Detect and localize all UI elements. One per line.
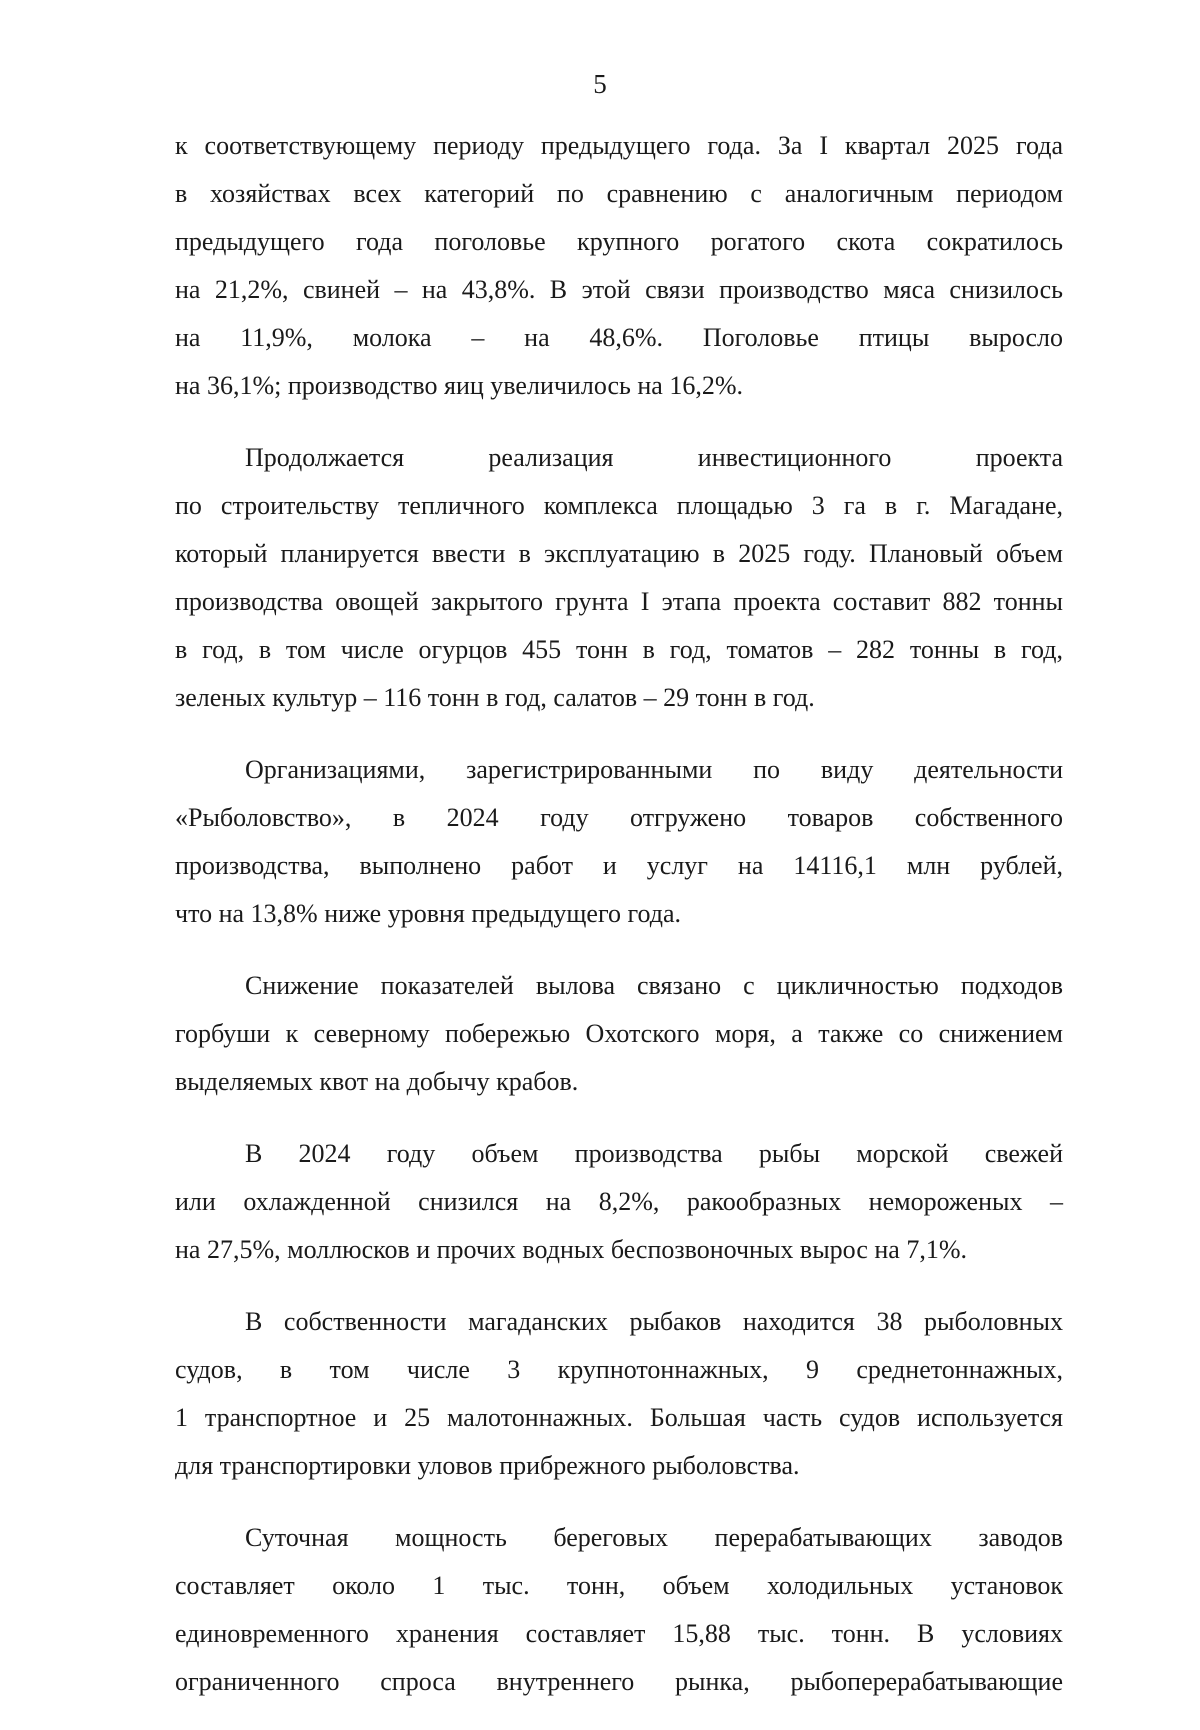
text-line: на 36,1%; производство яиц увеличилось на 16,2%. — [175, 371, 743, 400]
text-line: по строительству тепличного комплекса площадью 3 га в г. Магадане, — [175, 491, 1063, 520]
text-line: производства, выполнено работ и услуг на 14116,1 млн рублей, — [175, 851, 1063, 880]
text-line: предыдущего года поголовье крупного рогатого скота сократилось — [175, 227, 1063, 256]
text-line: судов, в том числе 3 крупнотоннажных, 9 среднетоннажных, — [175, 1355, 1063, 1384]
text-line: что на 13,8% ниже уровня предыдущего года. — [175, 899, 681, 928]
text-line: ограниченного спроса внутреннего рынка, рыбоперерабатывающие — [175, 1667, 1063, 1696]
text-line: В 2024 году объем производства рыбы морской свежей — [245, 1139, 1063, 1168]
paragraph — [175, 1514, 1063, 1706]
paragraph — [175, 122, 1063, 410]
text-line: Снижение показателей вылова связано с цикличностью подходов — [245, 971, 1063, 1000]
text-line: единовременного хранения составляет 15,88 тыс. тонн. В условиях — [175, 1619, 1063, 1648]
paragraph — [175, 1298, 1063, 1490]
text-line: Продолжается реализация инвестиционного проекта — [245, 443, 1063, 472]
text-line: 1 транспортное и 25 малотоннажных. Большая часть судов используется — [175, 1403, 1063, 1432]
text-line: Организациями, зарегистрированными по виду деятельности — [245, 755, 1063, 784]
text-line: или охлажденной снизился на 8,2%, ракообразных немороженых – — [175, 1187, 1063, 1216]
text-line: зеленых культур – 116 тонн в год, салатов – 29 тонн в год. — [175, 683, 815, 712]
text-line: к соответствующему периоду предыдущего года. За I квартал 2025 года — [175, 131, 1063, 160]
text-line: Суточная мощность береговых перерабатывающих заводов — [245, 1523, 1063, 1552]
text-line: «Рыболовство», в 2024 году отгружено товаров собственного — [175, 803, 1063, 832]
paragraph — [175, 746, 1063, 938]
text-line: составляет около 1 тыс. тонн, объем холодильных установок — [175, 1571, 1063, 1600]
text-line: производства овощей закрытого грунта I этапа проекта составит 882 тонны — [175, 587, 1063, 616]
paragraph — [175, 962, 1063, 1106]
page-number: 5 — [593, 69, 607, 99]
text-line: выделяемых квот на добычу крабов. — [175, 1067, 579, 1096]
text-line: на 11,9%, молока – на 48,6%. Поголовье птицы выросло — [175, 323, 1063, 352]
text-line: В собственности магаданских рыбаков находится 38 рыболовных — [245, 1307, 1063, 1336]
text-line: в хозяйствах всех категорий по сравнению с аналогичным периодом — [175, 179, 1063, 208]
text-line: на 27,5%, моллюсков и прочих водных беспозвоночных вырос на 7,1%. — [175, 1235, 967, 1264]
document-body — [175, 122, 1063, 1730]
text-line: в год, в том числе огурцов 455 тонн в год, томатов – 282 тонны в год, — [175, 635, 1063, 664]
text-line: для транспортировки уловов прибрежного рыболовства. — [175, 1451, 800, 1480]
paragraph — [175, 434, 1063, 722]
text-line: на 21,2%, свиней – на 43,8%. В этой связи производство мяса снизилось — [175, 275, 1063, 304]
text-line: который планируется ввести в эксплуатацию в 2025 году. Плановый объем — [175, 539, 1063, 568]
paragraph — [175, 1130, 1063, 1274]
text-line: горбуши к северному побережью Охотского моря, а также со снижением — [175, 1019, 1063, 1048]
